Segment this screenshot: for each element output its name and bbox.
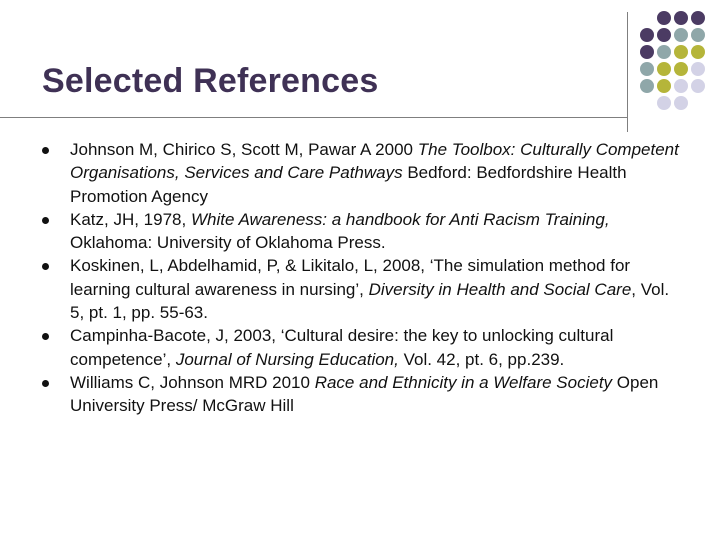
dot-olive [657, 79, 671, 93]
reference-item [42, 208, 682, 255]
dot-olive [674, 45, 688, 59]
dot-gray [657, 45, 671, 59]
dot-purple [691, 11, 705, 25]
reference-item [42, 138, 682, 208]
bullet-icon [42, 333, 49, 340]
reference-publisher: Open University Press/ McGraw Hill [70, 372, 659, 416]
bullet-icon [42, 147, 49, 154]
reference-title: The Toolbox: Culturally Competent Organisations, Services and Care Pathways [70, 140, 679, 183]
dot-lavender [674, 79, 688, 93]
bullet-icon [42, 217, 49, 224]
dot-purple [640, 28, 654, 42]
reference-publisher: , Vol. 5, pt. 1, pp. 55-63. [70, 279, 670, 323]
bullet-icon [42, 380, 49, 387]
reference-publisher: Vol. 42, pt. 6, pp.239. [398, 349, 565, 369]
dot-gray [674, 28, 688, 42]
dot-purple [657, 11, 671, 25]
bullet-icon [42, 263, 49, 270]
slide-title: Selected References [42, 62, 379, 100]
dot-purple [657, 28, 671, 42]
reference-list [42, 138, 682, 418]
title-divider [0, 117, 627, 118]
dot-olive [691, 45, 705, 59]
dot-lavender [691, 79, 705, 93]
reference-title: Diversity in Health and Social Care [368, 279, 632, 299]
reference-title: White Awareness: a handbook for Anti Racism Training, [190, 209, 610, 229]
dot-gray [691, 28, 705, 42]
reference-item [42, 254, 682, 324]
dot-gray [640, 79, 654, 93]
dot-gray [640, 62, 654, 76]
vertical-divider [627, 12, 628, 132]
reference-item [42, 371, 682, 418]
dot-purple [674, 11, 688, 25]
reference-authors: Katz, JH, 1978, [70, 209, 191, 229]
dot-lavender [674, 96, 688, 110]
reference-publisher: Oklahoma: University of Oklahoma Press. [70, 233, 386, 253]
reference-authors: Williams C, Johnson MRD 2010 [70, 372, 315, 392]
reference-title: Race and Ethnicity in a Welfare Society [314, 372, 613, 392]
reference-item [42, 324, 682, 371]
dot-lavender [691, 62, 705, 76]
dot-lavender [657, 96, 671, 110]
reference-authors: Johnson M, Chirico S, Scott M, Pawar A 2000 [70, 140, 418, 159]
dot-purple [640, 45, 654, 59]
reference-authors: Campinha-Bacote, J, 2003, ‘Cultural desire: the key to unlocking cultural competence’, [70, 326, 614, 369]
corner-dot-grid [640, 11, 705, 110]
reference-authors: Koskinen, L, Abdelhamid, P, & Likitalo, L, 2008, ‘The simulation method for learning cultural awareness in nursing’, [70, 256, 631, 299]
reference-publisher: Bedford: Bedfordshire Health Promotion Agency [70, 163, 627, 206]
dot-olive [674, 62, 688, 76]
reference-title: Journal of Nursing Education, [175, 349, 399, 369]
dot-olive [657, 62, 671, 76]
